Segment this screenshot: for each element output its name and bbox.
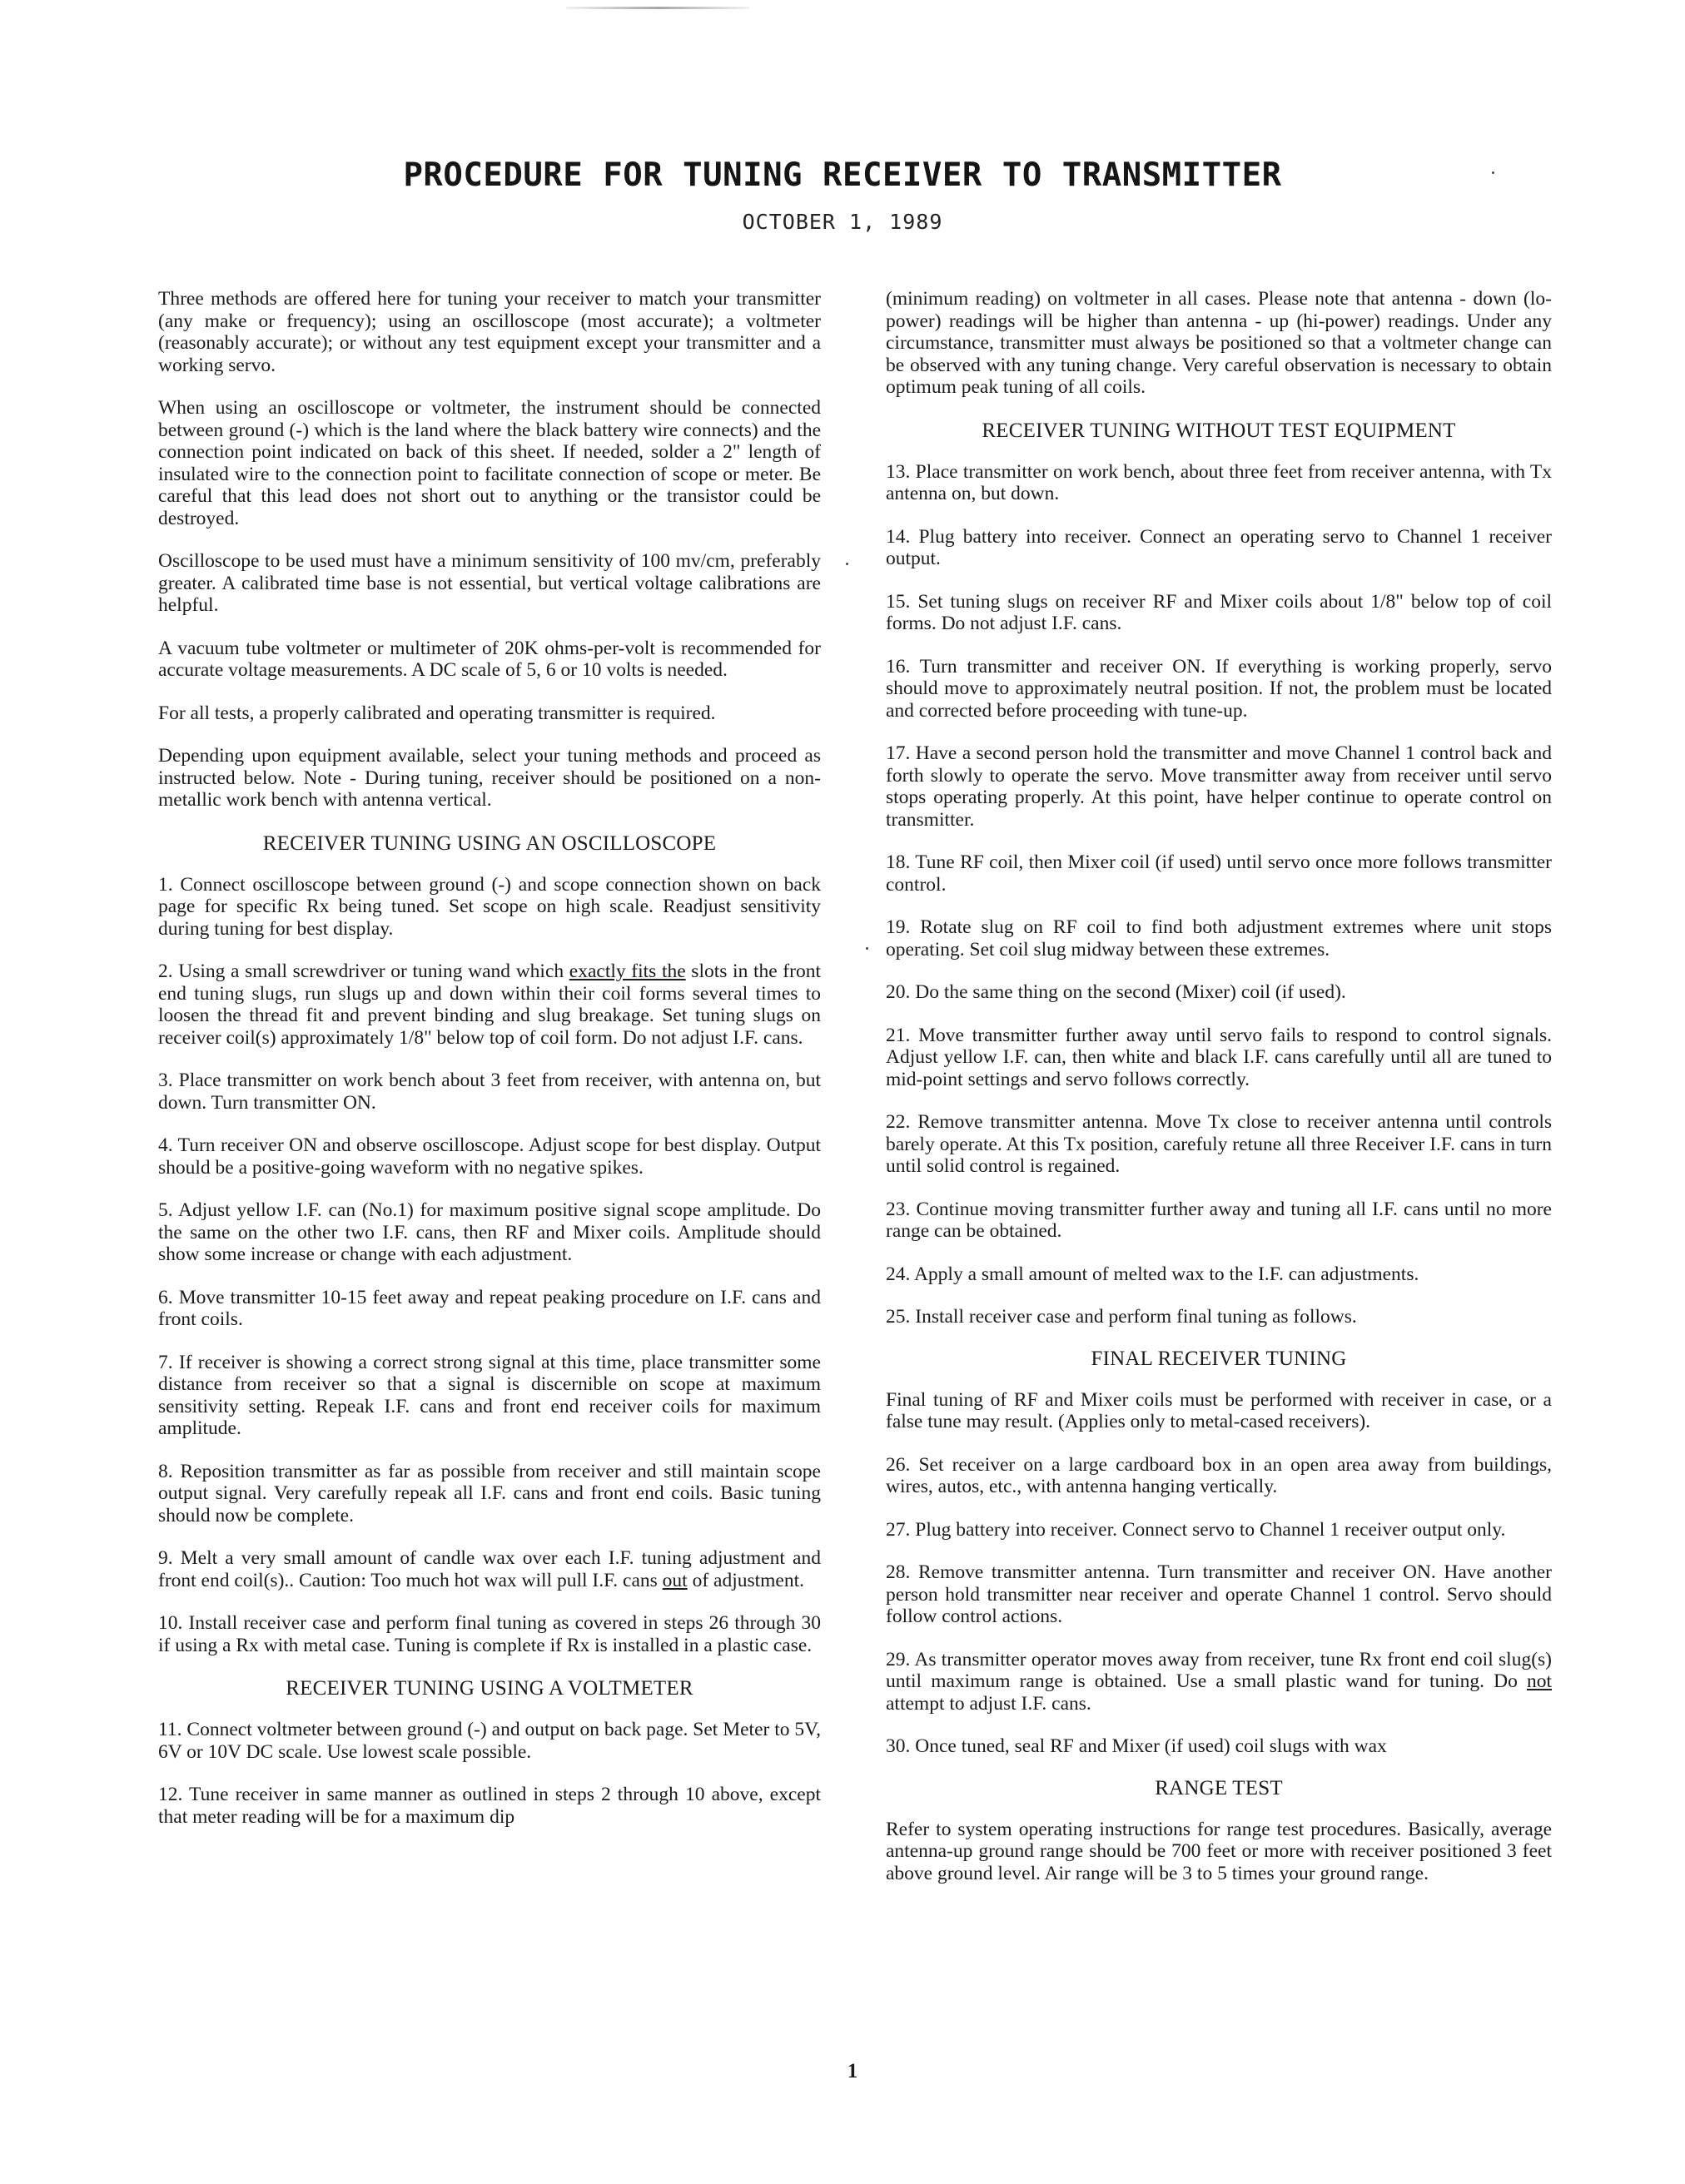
step-22: 22. Remove transmitter antenna. Move Tx close to receiver antenna until controls barely operate. At this Tx position, carefuly retune all three Receiver I.F. cans in turn until solid control is regained.: [886, 1111, 1552, 1177]
step-9-underlined: out: [662, 1569, 688, 1591]
document-title: PROCEDURE FOR TUNING RECEIVER TO TRANSMITTER: [403, 156, 1282, 194]
intro-paragraph: For all tests, a properly calibrated and operating transmitter is required.: [158, 702, 716, 724]
intro-paragraph: Depending upon equipment available, select your tuning methods and proceed as instructed below. Note - During tuning, receiver should be positioned on a non-metallic work bench with antenna vertical.: [158, 745, 821, 811]
intro-paragraph: Oscilloscope to be used must have a minimum sensitivity of 100 mv/cm, preferably greater. A calibrated time base is not essential, but vertical voltage calibrations are helpful.: [158, 550, 821, 616]
step-6: 6. Move transmitter 10-15 feet away and repeat peaking procedure on I.F. cans and front coils.: [158, 1286, 821, 1330]
step-28: 28. Remove transmitter antenna. Turn transmitter and receiver ON. Have another person hold transmitter near receiver and operate Channel 1 control. Servo should follow control actions.: [886, 1561, 1552, 1627]
step-21: 21. Move transmitter further away until servo fails to respond to control signals. Adjust yellow I.F. can, then white and black I.F. cans carefully until all are tuned to mid-point settings and servo follows correctly.: [886, 1024, 1552, 1090]
step-2-underlined: exactly fits the: [569, 960, 686, 982]
step-10: 10. Install receiver case and perform final tuning as covered in steps 26 through 30 if using a Rx with metal case. Tuning is complete if Rx is installed in a plastic case.: [158, 1612, 821, 1656]
scan-speck: [846, 563, 848, 565]
step-13: 13. Place transmitter on work bench, about three feet from receiver antenna, with Tx antenna on, but down.: [886, 460, 1552, 504]
section-heading-final-tuning: FINAL RECEIVER TUNING: [1091, 1347, 1347, 1370]
step-4: 4. Turn receiver ON and observe oscilloscope. Adjust scope for best display. Output should be a positive-going waveform with no negative spikes.: [158, 1134, 821, 1179]
section-heading-voltmeter: RECEIVER TUNING USING A VOLTMETER: [286, 1677, 693, 1700]
scan-artifact-line: [566, 7, 749, 9]
step-25: 25. Install receiver case and perform final tuning as follows.: [886, 1306, 1357, 1328]
section-heading-oscilloscope: RECEIVER TUNING USING AN OSCILLOSCOPE: [262, 831, 717, 855]
intro-paragraph: Three methods are offered here for tuning your receiver to match your transmitter (any make or frequency); using an oscilloscope (most accurate); a voltmeter (reasonably accurate); or without any test equipment except your transmitter and a working servo.: [158, 288, 821, 376]
step-29-text-cont: attempt to adjust I.F. cans.: [886, 1692, 1091, 1715]
step-2-text-cont: slots in the front end tuning slugs, run slugs up and down within their coil forms several times to loosen the thread fit and prevent binding and slug breakage. Set tuning slugs on receiver coil(s) approximately 1/8" below top of coil form. Do not adjust I.F. cans.: [158, 960, 821, 1049]
step-17: 17. Have a second person hold the transmitter and move Channel 1 control back and forth slowly to operate the servo. Move transmitter away from receiver until servo stops operating properly. At this point, have helper continue to operate control on transmitter.: [886, 742, 1552, 831]
final-tuning-intro: Final tuning of RF and Mixer coils must be performed with receiver in case, or a false tune may result. (Applies only to metal-cased receivers).: [886, 1388, 1552, 1432]
step-12: 12. Tune receiver in same manner as outlined in steps 2 through 10 above, except that meter reading will be for a maximum dip: [158, 1784, 821, 1828]
step-9-text-cont: of adjustment.: [687, 1569, 805, 1591]
scan-speck: [866, 947, 868, 950]
step-29-text: 29. As transmitter operator moves away from receiver, tune Rx front end coil slug(s) until maximum range is obtained. Use a small plastic wand for tuning. Do: [886, 1648, 1552, 1692]
intro-paragraph: When using an oscilloscope or voltmeter, the instrument should be connected between ground (-) which is the land where the black battery wire connects) and the connection point indicated on back of this sheet. If needed, solder a 2" length of insulated wire to the connection point to facilitate connection of scope or meter. Be careful that this lead does not short out to anything or the transistor could be destroyed.: [158, 397, 821, 529]
step-19: 19. Rotate slug on RF coil to find both adjustment extremes where unit stops operating. Set coil slug midway between these extremes.: [886, 916, 1552, 960]
step-15: 15. Set tuning slugs on receiver RF and Mixer coils about 1/8" below top of coil forms. Do not adjust I.F. cans.: [886, 590, 1552, 634]
step-2-text: 2. Using a small screwdriver or tuning wand which: [158, 960, 569, 982]
step-2: [158, 960, 821, 1049]
step-26: 26. Set receiver on a large cardboard box in an open area away from buildings, wires, autos, etc., with antenna hanging vertically.: [886, 1453, 1552, 1497]
step-29-underlined: not: [1526, 1670, 1552, 1692]
page-number: 1: [847, 2060, 858, 2082]
step-9: [158, 1547, 821, 1591]
step-20: 20. Do the same thing on the second (Mixer) coil (if used).: [886, 981, 1346, 1003]
step-29: [886, 1649, 1552, 1715]
step-27: 27. Plug battery into receiver. Connect servo to Channel 1 receiver output only.: [886, 1518, 1506, 1541]
intro-paragraph: A vacuum tube voltmeter or multimeter of 20K ohms-per-volt is recommended for accurate voltage measurements. A DC scale of 5, 6 or 10 volts is needed.: [158, 637, 821, 681]
right-column: [886, 288, 1552, 1905]
step-14: 14. Plug battery into receiver. Connect an operating servo to Channel 1 receiver output.: [886, 525, 1552, 569]
step-18: 18. Tune RF coil, then Mixer coil (if used) until servo once more follows transmitter control.: [886, 851, 1552, 896]
document-date: OCTOBER 1, 1989: [742, 210, 943, 234]
step-8: 8. Reposition transmitter as far as possible from receiver and still maintain scope output signal. Very carefully repeak all I.F. cans and front end coils. Basic tuning should now be complete.: [158, 1460, 821, 1526]
step-9-text: 9. Melt a very small amount of candle wax over each I.F. tuning adjustment and front end coil(s).. Caution: Too much hot wax will pull I.F. cans: [158, 1547, 821, 1591]
step-11: 11. Connect voltmeter between ground (-) and output on back page. Set Meter to 5V, 6V or 10V DC scale. Use lowest scale possible.: [158, 1719, 821, 1763]
left-column: [158, 288, 821, 1849]
step-30: 30. Once tuned, seal RF and Mixer (if used) coil slugs with wax: [886, 1735, 1387, 1757]
step-24: 24. Apply a small amount of melted wax to the I.F. can adjustments.: [886, 1263, 1419, 1285]
step-7: 7. If receiver is showing a correct strong signal at this time, place transmitter some distance from receiver so that a signal is discernible on scope at maximum sensitivity setting. Repeak I.F. cans and front end receiver coils for maximum amplitude.: [158, 1351, 821, 1439]
step-12-continued: (minimum reading) on voltmeter in all cases. Please note that antenna - down (lo-power) readings will be higher than antenna - up (hi-power) readings. Under any circumstance, transmitter must always be positioned so that a voltmeter change can be observed with any tuning change. Very careful observation is necessary to obtain optimum peak tuning of all coils.: [886, 288, 1552, 398]
section-heading-no-equipment: RECEIVER TUNING WITHOUT TEST EQUIPMENT: [982, 419, 1456, 442]
step-3: 3. Place transmitter on work bench about 3 feet from receiver, with antenna on, but down. Turn transmitter ON.: [158, 1070, 821, 1114]
step-5: 5. Adjust yellow I.F. can (No.1) for maximum positive signal scope amplitude. Do the same on the other two I.F. cans, then RF and Mixer coils. Amplitude should show some increase or change with each adjustment.: [158, 1199, 821, 1265]
step-1: 1. Connect oscilloscope between ground (-) and scope connection shown on back page for specific Rx being tuned. Set scope on high scale. Readjust sensitivity during tuning for best display.: [158, 873, 821, 940]
range-test-text: Refer to system operating instructions for range test procedures. Basically, average antenna-up ground range should be 700 feet or more with receiver positioned 3 feet above ground level. Air range will be 3 to 5 times your ground range.: [886, 1818, 1552, 1884]
section-heading-range-test: RANGE TEST: [1155, 1776, 1283, 1799]
step-23: 23. Continue moving transmitter further away and tuning all I.F. cans until no more range can be obtained.: [886, 1198, 1552, 1242]
step-16: 16. Turn transmitter and receiver ON. If everything is working properly, servo should move to approximately neutral position. If not, the problem must be located and corrected before proceeding with tune-up.: [886, 655, 1552, 722]
